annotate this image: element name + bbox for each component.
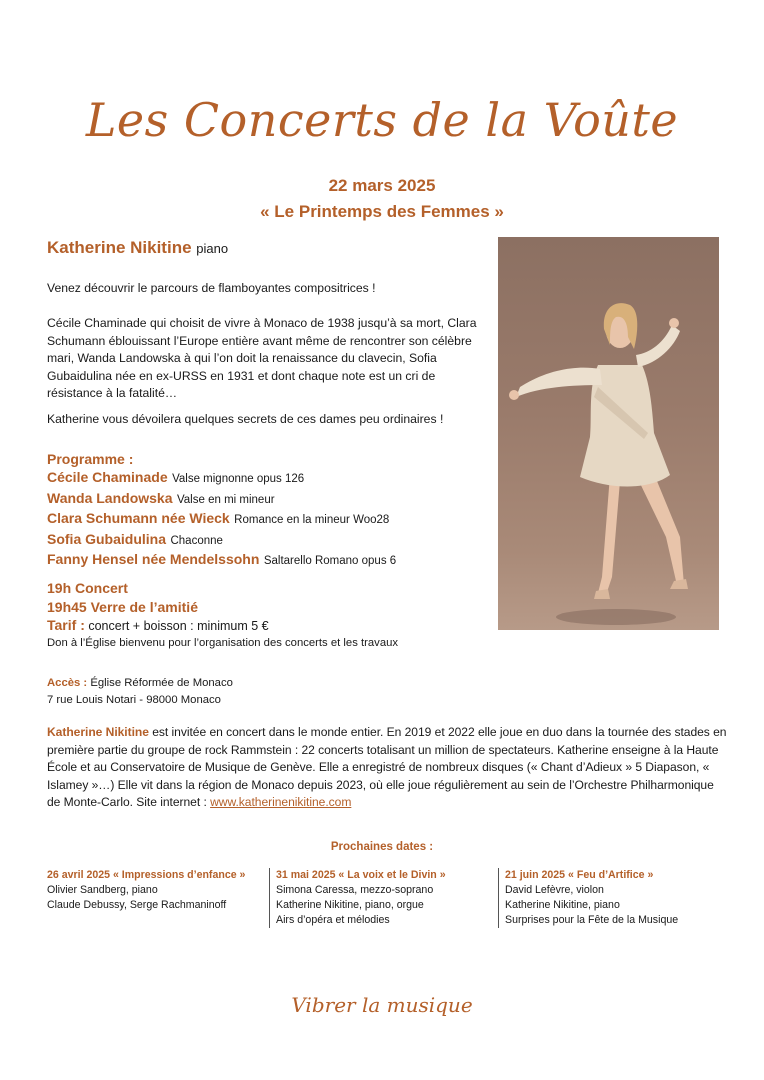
- artist-line: [47, 238, 228, 258]
- programme-composer: Sofia Gubaidulina: [47, 530, 167, 547]
- column-divider: [269, 868, 270, 928]
- venue-name: Église Réformée de Monaco: [90, 677, 233, 689]
- footer-tagline: Vibrer la musique: [291, 993, 473, 1017]
- upcoming-date-heading: 21 juin 2025 « Feu d’Artifice »: [505, 869, 654, 881]
- tarif-value: concert + boisson : minimum 5 €: [88, 619, 269, 633]
- reception-time: 19h45 Verre de l’amitié: [47, 598, 198, 615]
- main-title: Les Concerts de la Voûte: [85, 92, 679, 147]
- programme-composer: Fanny Hensel née Mendelssohn: [47, 551, 260, 567]
- upcoming-date-2: [276, 868, 496, 928]
- upcoming-date-heading: 26 avril 2025 « Impressions d’enfance »: [47, 869, 246, 881]
- upcoming-line: Surprises pour la Fête de la Musique: [505, 914, 679, 926]
- event-date: 22 mars 2025: [328, 176, 436, 195]
- programme-item: [47, 530, 487, 551]
- programme-work: Romance en la mineur Woo28: [234, 514, 390, 526]
- programme-composer: Wanda Landowska: [47, 489, 173, 506]
- programme: [47, 450, 487, 571]
- upcoming-line: David Lefèvre, violon: [505, 884, 604, 896]
- event-heading: [0, 173, 764, 225]
- upcoming-line: Claude Debussy, Serge Rachmaninoff: [47, 899, 227, 911]
- programme-composer: Clara Schumann née Wieck: [47, 510, 230, 526]
- artist-bio: [47, 724, 727, 812]
- bio-text: est invitée en concert dans le monde entier. En 2019 et 2022 elle joue en duo dans la tournée des stades en première partie du groupe de rock Rammstein : 22 concerts totalisant un million de spectateurs. Katherine enseigne à la Haute École et au Conservatoire de Musique de Genève. Elle a enregistré de nombreux disques (« Chant d’Adieux » 5 Diapason, « Islamey »…) Elle vit dans la région de Monaco depuis 2023, où elle joue régulièrement au sein de l’Orchestre Philharmonique de Monte-Carlo. Site internet :: [47, 725, 727, 809]
- upcoming-line: Katherine Nikitine, piano, orgue: [276, 899, 424, 911]
- venue-info: [47, 675, 233, 709]
- programme-work: Chaconne: [170, 534, 223, 547]
- upcoming-title: Prochaines dates :: [330, 841, 434, 853]
- venue-address: 7 rue Louis Notari - 98000 Monaco: [47, 694, 221, 706]
- upcoming-date-heading: 31 mai 2025 « La voix et le Divin »: [276, 869, 446, 881]
- programme-item: [47, 489, 487, 510]
- upcoming-date-3: [505, 868, 735, 928]
- schedule: [47, 579, 487, 651]
- programme-work: Valse mignonne opus 126: [172, 473, 305, 485]
- programme-item: [47, 468, 487, 489]
- donation-note: Don à l’Église bienvenu pour l’organisation des concerts et les travaux: [47, 637, 399, 649]
- upcoming-line: Simona Caressa, mezzo-soprano: [276, 884, 434, 896]
- programme-item: [47, 550, 487, 571]
- artist-instrument: piano: [196, 241, 229, 256]
- tarif-line: [47, 616, 487, 635]
- column-divider: [498, 868, 499, 928]
- tarif-label: Tarif :: [47, 617, 85, 633]
- artist-name: Katherine Nikitine: [47, 238, 192, 257]
- pianist-figure-icon: [498, 237, 719, 630]
- upcoming-line: Airs d’opéra et mélodies: [276, 914, 390, 926]
- event-title: « Le Printemps des Femmes »: [260, 202, 504, 221]
- upcoming-line: Katherine Nikitine, piano: [505, 899, 620, 911]
- programme-work: Valse en mi mineur: [176, 493, 275, 506]
- concert-time: 19h Concert: [47, 580, 128, 596]
- acces-label: Accès :: [47, 677, 88, 689]
- intro-paragraph-1: Venez découvrir le parcours de flamboyantes compositrices !: [47, 281, 376, 295]
- intro-paragraph-2: Cécile Chaminade qui choisit de vivre à Monaco de 1938 jusqu’à sa mort, Clara Schumann éblouissant l’Europe entière avant même de rencontrer son célèbre mari, Wanda Landowska à qui l’on doit la renaissance du clavecin, Sofia Gubaidulina née en ex-URSS en 1931 et dont chaque note est un cri de résistance à la fatalité…: [47, 316, 477, 400]
- bio-artist-name: Katherine Nikitine: [47, 725, 149, 739]
- intro-paragraph-3: Katherine vous dévoilera quelques secrets de ces dames peu ordinaires !: [47, 412, 444, 426]
- website-link[interactable]: www.katherinenikitine.com: [210, 795, 352, 809]
- upcoming-line: Olivier Sandberg, piano: [47, 884, 158, 896]
- artist-photo: [498, 237, 719, 630]
- programme-composer: Cécile Chaminade: [47, 469, 168, 485]
- programme-item: [47, 509, 487, 530]
- programme-work: Saltarello Romano opus 6: [263, 555, 397, 567]
- upcoming-date-1: [47, 868, 269, 913]
- programme-heading: Programme :: [47, 451, 134, 467]
